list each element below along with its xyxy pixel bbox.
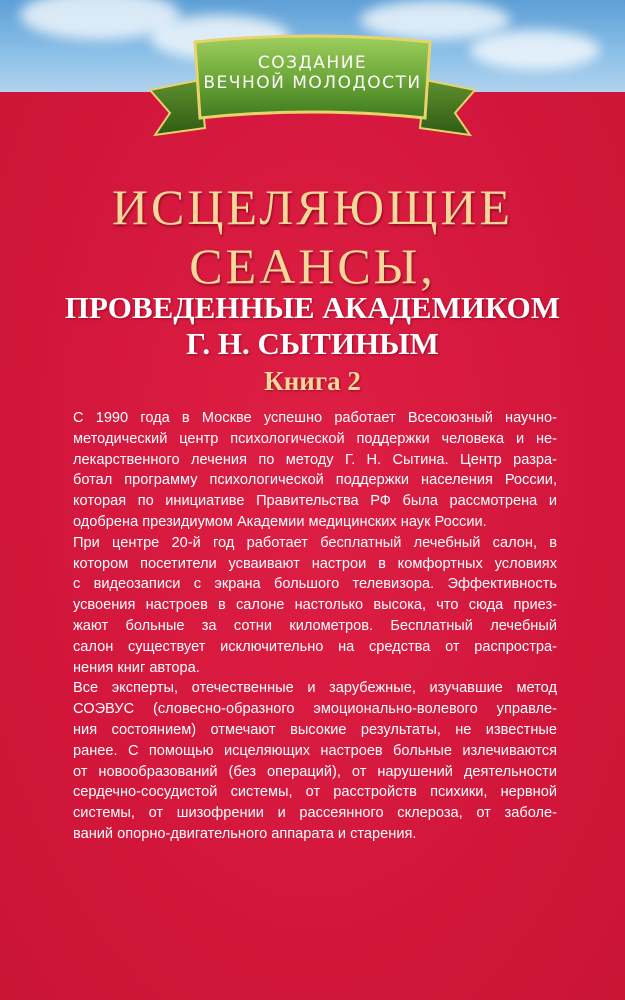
text-line: одобрена президиумом Академии медицинских наук России.	[73, 513, 487, 530]
text-line: нения книг автора.	[73, 659, 200, 676]
text-line: с видеозаписи с экрана большого телевизора. Эффективность	[73, 576, 557, 593]
text-line: системы, от шизофрении и рассеянного склероза, от заболе-	[73, 805, 557, 822]
text-line: Все эксперты, отечественные и зарубежные, изучавшие метод	[73, 680, 557, 697]
series-title-line1: СОЗДАНИЕ	[257, 53, 368, 73]
text-line: от новообразований (без операций), от нарушений деятельности	[73, 763, 557, 780]
paragraph-2	[73, 533, 557, 679]
paragraph-3	[73, 678, 557, 844]
text-line: сердечно-сосудистой системы, от расстройств психики, нервной	[73, 784, 557, 801]
text-line: методический центр психологической поддержки человека и не-	[73, 430, 557, 447]
text-line: С 1990 года в Москве успешно работает Всесоюзный научно-	[73, 410, 557, 426]
main-title-line2: СЕАНСЫ,	[189, 238, 436, 294]
text-line: СОЭВУС (словесно-образного эмоционально-волевого управле-	[73, 701, 557, 718]
text-line: лекарственного лечения по методу Г. Н. Сытина. Центр разра-	[73, 451, 557, 468]
text-line: ния состоянием) отмечают высокие результаты, не известные	[73, 721, 557, 738]
text-line: салон существует исключительно на средства от распростра-	[73, 638, 557, 655]
main-title-line1: ИСЦЕЛЯЮЩИЕ	[111, 179, 514, 235]
book-number: Книга 2	[264, 366, 361, 396]
text-line: жают больные за сотни километров. Бесплатный лечебный	[73, 617, 557, 634]
series-title-line2: ВЕЧНОЙ МОЛОДОСТИ	[203, 73, 422, 93]
text-line: ранее. С помощью исцеляющих настроев больные излечиваются	[73, 742, 557, 759]
text-line: которая по инициативе Правительства РФ была рассмотрена и	[73, 493, 557, 510]
text-line: ваний опорно-двигательного аппарата и старения.	[73, 825, 417, 842]
paragraph-1	[73, 408, 557, 533]
series-ribbon-banner	[0, 10, 625, 140]
text-line: усвоения настроев в салоне настолько высока, что сюда приез-	[73, 597, 557, 614]
annotation-text	[73, 408, 557, 845]
series-title	[200, 53, 425, 93]
text-line: ботал программу психологической поддержки населения России,	[73, 472, 557, 489]
text-line: котором посетители усваивают настрои в комфортных условиях	[73, 555, 557, 572]
subtitle-line2: Г. Н. СЫТИНЫМ	[186, 326, 439, 361]
text-line: При центре 20-й год работает бесплатный лечебный салон, в	[73, 534, 557, 551]
subtitle-line1: ПРОВЕДЕННЫЕ АКАДЕМИКОМ	[64, 290, 561, 325]
